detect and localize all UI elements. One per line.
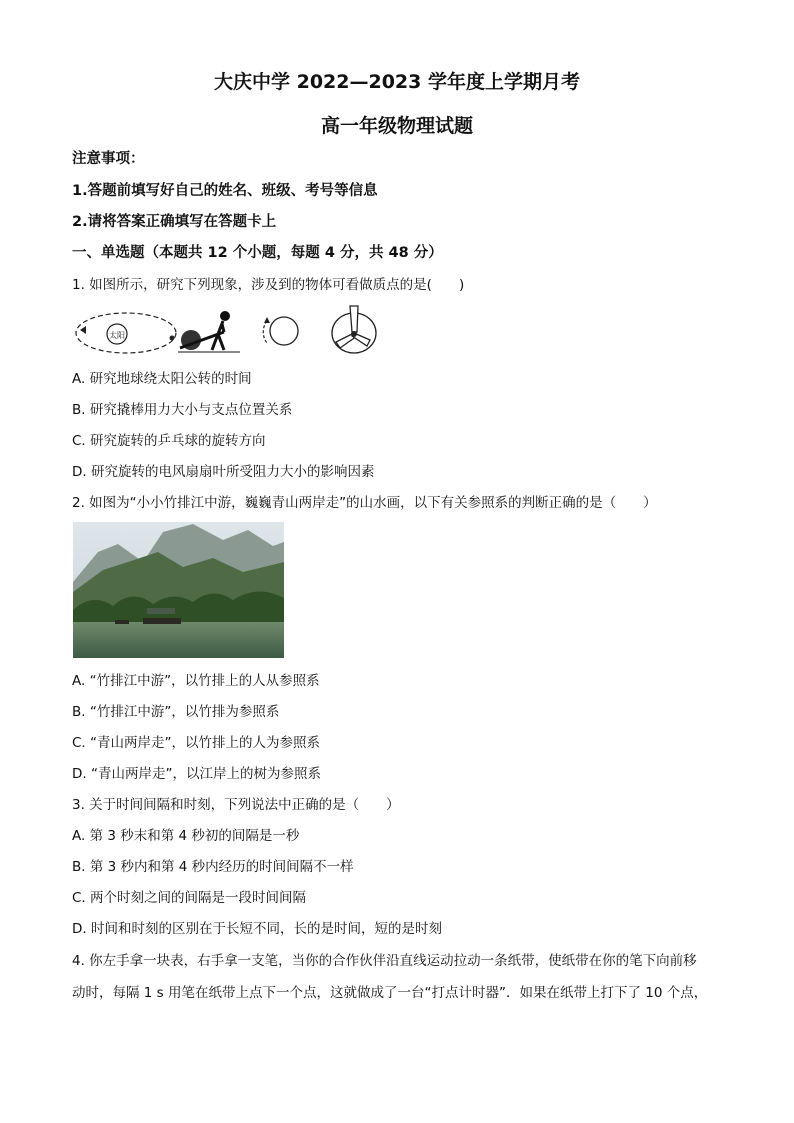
sun-label: 太阳 [109, 331, 125, 340]
exam-title: 大庆中学 2022—2023 学年度上学期月考 [214, 71, 580, 93]
question-1-option-b: B. 研究撬棒用力大小与支点位置关系 [72, 402, 293, 418]
question-3-option-c: C. 两个时刻之间的间隔是一段时间间隔 [72, 890, 307, 906]
question-2-option-d: D. “青山两岸走”，以江岸上的树为参照系 [72, 766, 321, 782]
question-2-option-b: B. “竹排江中游”，以竹排为参照系 [72, 704, 280, 720]
orbit-arrow [80, 326, 86, 334]
question-2-stem: 2. 如图为“小小竹排江中游，巍巍青山两岸走”的山水画，以下有关参照系的判断正确的是（ ） [72, 495, 657, 511]
bamboo-raft [143, 618, 181, 624]
question-1-stem: 1. 如图所示，研究下列现象，涉及到的物体可看做质点的是( ) [72, 277, 465, 293]
question-3-option-a: A. 第 3 秒末和第 4 秒初的间隔是一秒 [72, 828, 300, 844]
question-2-option-a: A. “竹排江中游”，以竹排上的人从参照系 [72, 673, 320, 689]
note-item-2: 2.请将答案正确填写在答题卡上 [72, 214, 277, 230]
river [73, 622, 284, 658]
section-heading: 一、单选题（本题共 12 个小题，每题 4 分，共 48 分） [72, 245, 443, 261]
raft-canopy [147, 608, 175, 614]
rotating-ball-figure [258, 311, 304, 353]
question-4-line-1: 4. 你左手拿一块表，右手拿一支笔，当你的合作伙伴沿直线运动拉动一条纸带，使纸带在你的笔下向前移 [72, 953, 697, 969]
crowbar-worker-figure [178, 306, 240, 354]
question-3-option-d: D. 时间和时刻的区别在于长短不同，长的是时间，短的是时刻 [72, 921, 442, 937]
notes-heading: 注意事项： [72, 151, 145, 167]
fan-blade-1 [350, 306, 358, 332]
distant-raft [115, 620, 129, 624]
fan-figure [330, 302, 380, 358]
note-item-1: 1.答题前填写好自己的姓名、班级、考号等信息 [72, 183, 378, 199]
question-1-option-a: A. 研究地球绕太阳公转的时间 [72, 371, 252, 387]
exam-subtitle: 高一年级物理试题 [320, 115, 473, 137]
worker-head [220, 311, 230, 321]
landscape-photo [73, 522, 284, 658]
rotation-arrow [263, 321, 267, 343]
question-1-option-c: C. 研究旋转的乒乓球的旋转方向 [72, 433, 266, 449]
question-4-line-2: 动时，每隔 1 s 用笔在纸带上点下一个点，这就做成了一台“打点计时器”．如果在纸带上打下了 10 个点， [72, 985, 708, 1001]
question-1-option-d: D. 研究旋转的电风扇扇叶所受阻力大小的影响因素 [72, 464, 375, 480]
question-2-option-c: C. “青山两岸走”，以竹排上的人为参照系 [72, 735, 320, 751]
landscape-illustration [73, 522, 284, 658]
fan-hub [351, 331, 357, 337]
earth-dot [170, 336, 175, 341]
earth-orbit-figure [74, 310, 179, 356]
question-3-stem: 3. 关于时间间隔和时刻，下列说法中正确的是（ ） [72, 797, 400, 813]
rotation-arrowhead [264, 317, 270, 323]
ball-circle [270, 317, 298, 345]
question-3-option-b: B. 第 3 秒内和第 4 秒内经历的时间间隔不一样 [72, 859, 354, 875]
